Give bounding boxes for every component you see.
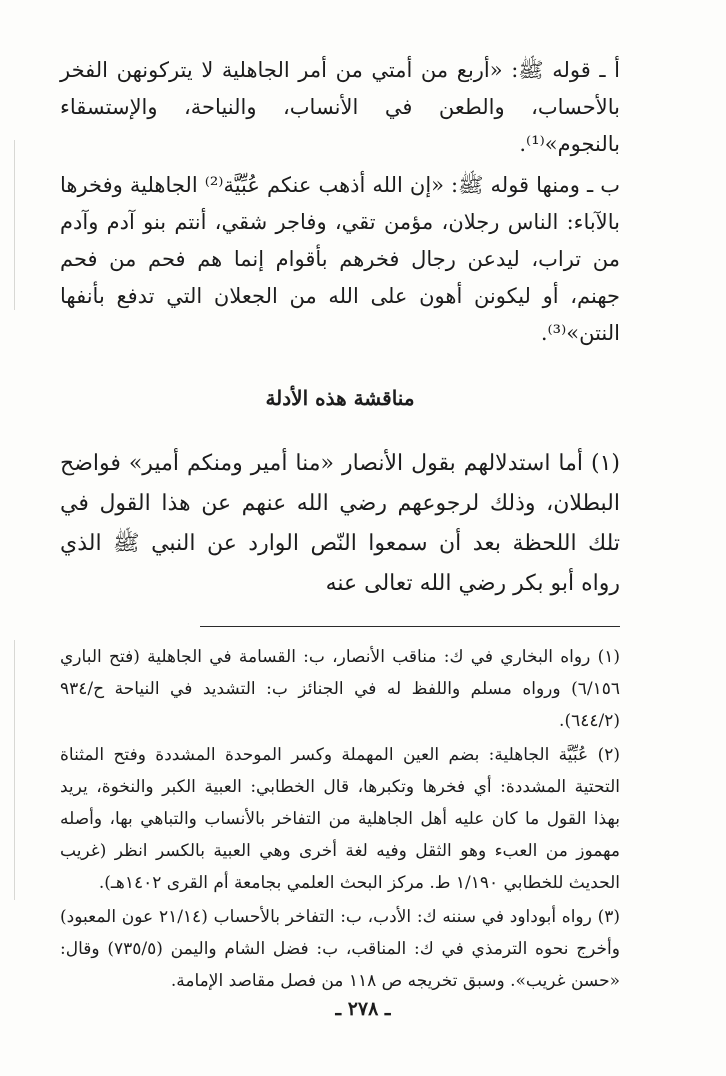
footnote-2: (٢) عُبِّيَّة الجاهلية: بضم العين المهملة وكسر الموحدة المشددة وفتح المثناة التحتية المشددة: أي فخرها وتكبرها، قال الخطابي: العبية الكبر والنخوة، يريد بهذا القول ما كان عليه أهل الجاهلية من التفاخر بالأنساب والتباهي بها، وأصله مهموز من العبء وهو الثقل وفيه لغة أخرى وهي العبية بالكسر انظر (غريب الحديث للخطابي ١/١٩٠ ط. مركز البحث العلمي بجامعة أم القرى ١٤٠٢هـ). bbox=[60, 745, 620, 893]
hadith-paragraph-a: أ ـ قوله ﷺ: «أربع من أمتي من أمر الجاهلية لا يتركونهن الفخر بالأحساب، والطعن في الأنساب، والنياحة، والإستسقاء بالنجوم»⁽¹⁾. bbox=[60, 58, 620, 156]
footnote-3: (٣) رواه أبوداود في سننه ك: الأدب، ب: التفاخر بالأحساب (٢١/١٤ عون المعبود) وأخرج نحوه الترمذي في ك: المناقب، ب: فضل الشام واليمن (٧٣٥/٥) وقال: «حسن غريب». وسبق تخريجه ص ١١٨ من فصل مقاصد الإمامة. bbox=[60, 907, 620, 991]
section-heading: مناقشة هذه الأدلة bbox=[265, 386, 415, 410]
scan-edge-line-top bbox=[14, 140, 15, 310]
page-number: ـ ٢٧٨ ـ bbox=[335, 998, 391, 1020]
scan-edge-line-bottom bbox=[14, 640, 15, 900]
hadith-paragraph-b: ب ـ ومنها قوله ﷺ: «إن الله أذهب عنكم عُبِّيَّة⁽²⁾ الجاهلية وفخرها بالآباء: الناس رجلان، مؤمن تقي، وفاجر شقي، أنتم بنو آدم وآدم من تراب، ليدعن رجال فخرهم بأقوام إنما هم فحم من فحم جهنم، أو ليكونن أهون على الله من الجعلان التي تدفع بأنفها النتن»⁽³⁾. bbox=[60, 173, 620, 345]
footnote-1: (١) رواه البخاري في ك: مناقب الأنصار، ب: القسامة في الجاهلية (فتح الباري ٦/١٥٦) ورواه مسلم واللفظ له في الجنائز ب: التشديد في النياحة ح/٩٣٤ (٦٤٤/٢). bbox=[60, 647, 620, 731]
footnote-divider bbox=[200, 626, 620, 627]
document-page bbox=[60, 52, 620, 997]
discussion-paragraph-1: (١) أما استدلالهم بقول الأنصار «منا أمير ومنكم أمير» فواضح البطلان، وذلك لرجوعهم رضي الله عنهم عن هذا القول في تلك اللحظة بعد أن سمعوا النّص الوارد عن النبي ﷺ الذي رواه أبو بكر رضي الله تعالى عنه bbox=[60, 451, 620, 596]
